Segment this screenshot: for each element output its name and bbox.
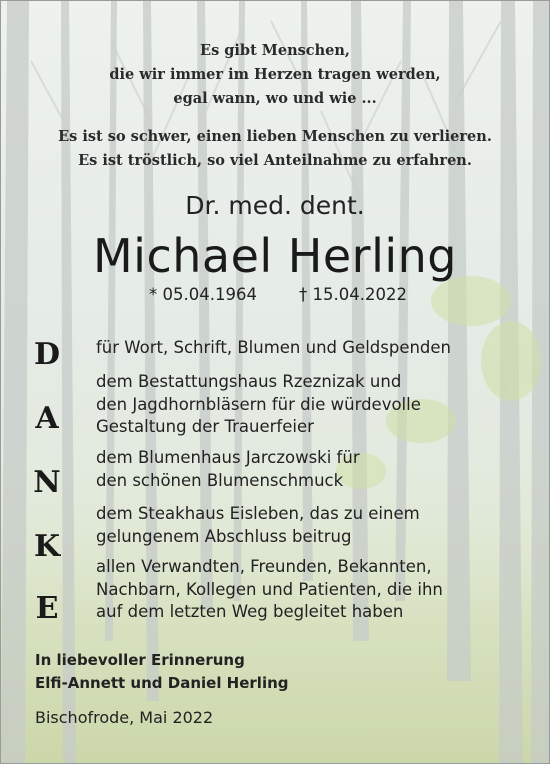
thanks-line: für Wort, Schrift, Blumen und Geldspenden <box>96 338 452 357</box>
thanks-group-5 <box>96 556 443 624</box>
notice-content <box>1 1 549 763</box>
thanks-group-2 <box>96 371 421 439</box>
intro-verse-2 <box>1 125 549 173</box>
birth-date: * 05.04.1964 <box>149 285 257 304</box>
intro-line: egal wann, wo und wie ... <box>173 90 377 107</box>
thanks-line: gelungenem Abschluss beitrug <box>96 526 352 546</box>
thanks-line: allen Verwandten, Freunden, Bekannten, <box>96 557 432 576</box>
thanks-line: dem Steakhaus Eisleben, das zu einem <box>96 504 420 523</box>
intro-line: die wir immer im Herzen tragen werden, <box>109 66 441 83</box>
danke-letter-k: K <box>33 529 61 564</box>
thanks-group-4 <box>96 503 420 548</box>
intro-line: Es gibt Menschen, <box>200 42 350 59</box>
danke-letter-n: N <box>33 465 61 500</box>
thanks-group-3 <box>96 447 360 492</box>
thanks-line: den schönen Blumenschmuck <box>96 470 344 490</box>
intro-line: Es ist tröstlich, so viel Anteilnahme zu erfahren. <box>78 152 472 169</box>
thanks-line: dem Bestattungshaus Rzeznizak und <box>96 372 402 391</box>
thanks-group-1 <box>96 337 451 360</box>
thanks-line: auf dem letzten Weg begleitet haben <box>96 602 404 621</box>
danke-letter-e: E <box>35 591 59 626</box>
danke-letter-d: D <box>33 337 60 372</box>
thanks-line: Nachbarn, Kollegen und Patienten, die ihn <box>96 579 443 599</box>
signature-line-2: Elfi-Annett und Daniel Herling <box>35 674 289 692</box>
signature-line-1: In liebevoller Erinnerung <box>35 651 245 669</box>
academic-title: Dr. med. dent. <box>185 191 365 220</box>
danke-letter-a: A <box>35 401 59 436</box>
intro-verse-1 <box>1 39 549 111</box>
thanks-line: den Jagdhornbläsern für die würdevolle <box>96 394 421 414</box>
deceased-name: Michael Herling <box>92 229 458 283</box>
signature-block <box>35 649 289 695</box>
death-date: † 15.04.2022 <box>299 285 407 304</box>
thanks-line: Gestaltung der Trauerfeier <box>96 417 314 436</box>
intro-line: Es ist so schwer, einen lieben Menschen zu verlieren. <box>58 128 492 145</box>
place-and-date: Bischofrode, Mai 2022 <box>35 708 214 727</box>
thanks-line: dem Blumenhaus Jarczowski für <box>96 448 360 467</box>
